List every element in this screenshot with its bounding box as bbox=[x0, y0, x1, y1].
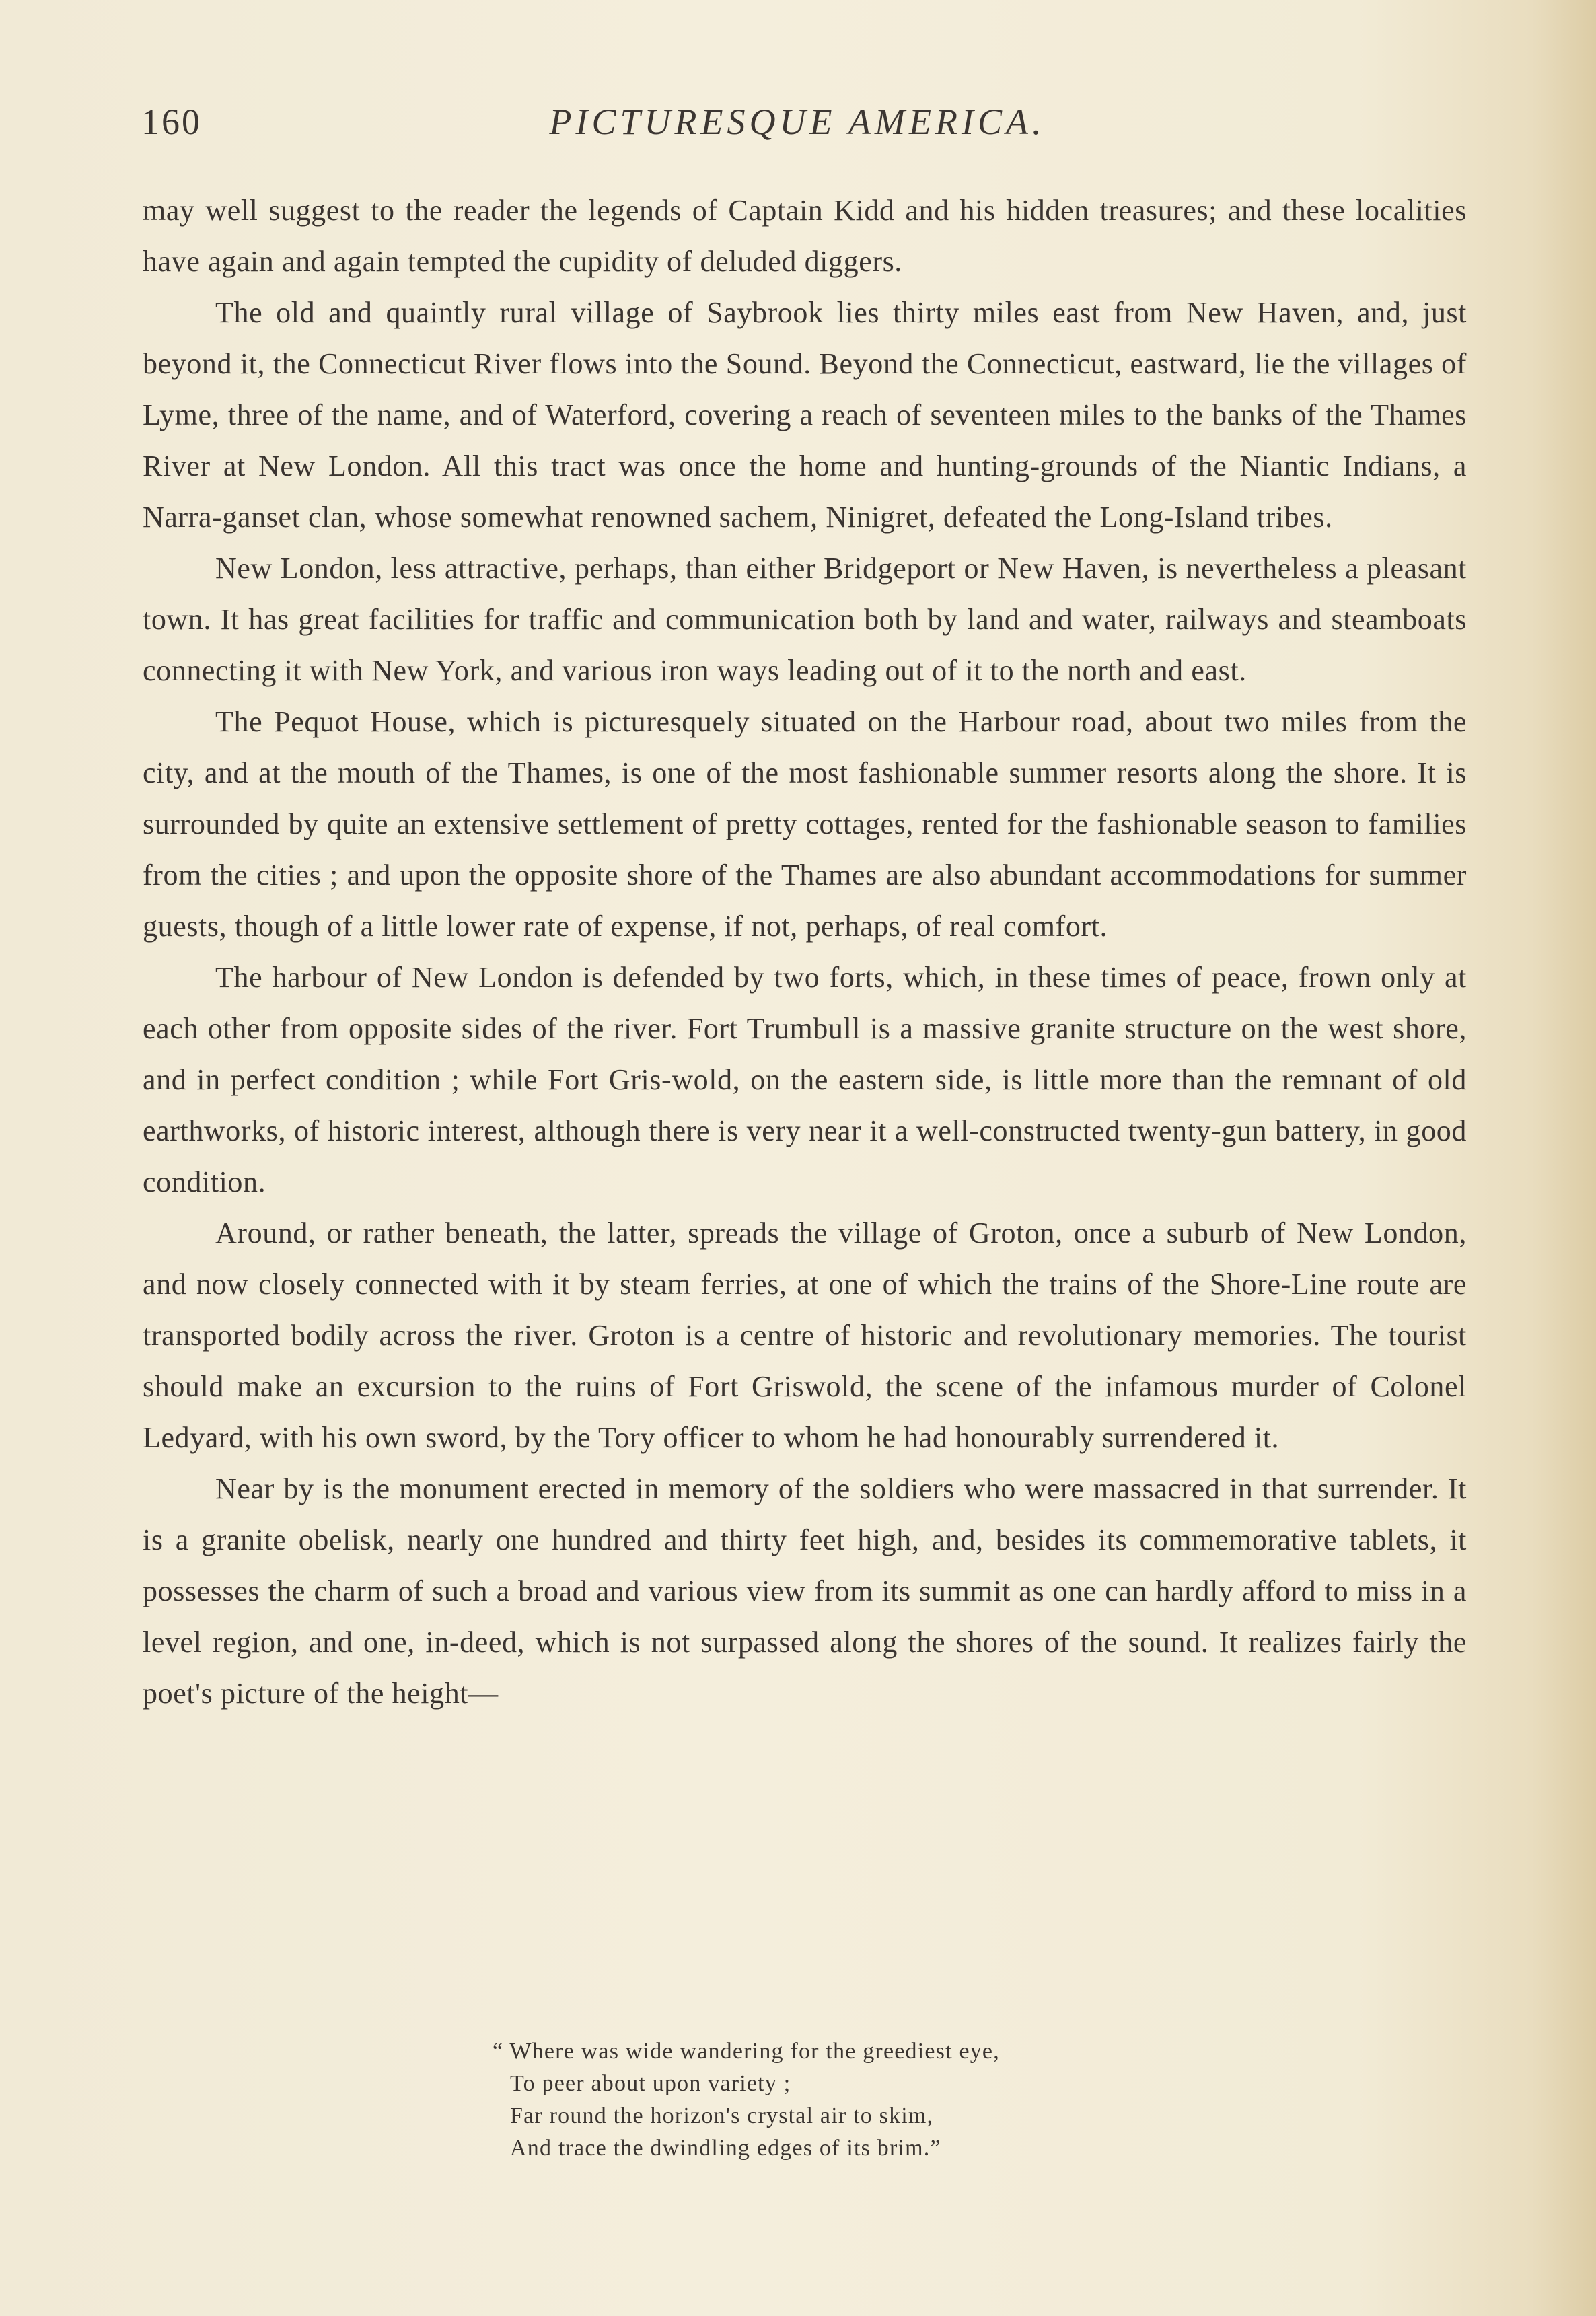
page-header bbox=[141, 101, 1453, 155]
paragraph-new-london: New London, less attractive, perhaps, than either Bridgeport or New Haven, is nevertheless a pleasant town. It has great facilities for traffic and communication both by land and water, railways and steamboats connecting it with New York, and various iron ways leading out of it to the north and east. bbox=[143, 552, 1467, 687]
paragraph-pequot-house: The Pequot House, which is picturesquely situated on the Harbour road, about two miles from the city, and at the mouth of the Thames, is one of the most fashionable summer resorts along the shore. It is surrounded by quite an extensive settlement of pretty cottages, rented for the fashionable season to families from the cities ; and upon the opposite shore of the Thames are also abundant accommodations for summer guests, though of a little lower rate of expense, if not, perhaps, of real comfort. bbox=[143, 705, 1467, 943]
paragraph-monument: Near by is the monument erected in memory of the soldiers who were massacred in that surrender. It is a granite obelisk, nearly one hundred and thirty feet high, and, besides its commemorative tablets, it possesses the charm of such a broad and various view from its summit as one can hardly afford to miss in a level region, and one, in-deed, which is not surpassed along the shores of the sound. It realizes fairly the poet's picture of the height— bbox=[143, 1472, 1467, 1710]
paragraph-harbour-forts: The harbour of New London is defended by two forts, which, in these times of peace, frown only at each other from opposite sides of the river. Fort Trumbull is a massive granite structure on the west shore, and in perfect condition ; while Fort Gris-wold, on the eastern side, is little more than the remnant of old earthworks, of historic interest, although there is very near it a well-constructed twenty-gun battery, in good condition. bbox=[143, 961, 1467, 1198]
paragraph-continuation: may well suggest to the reader the legends of Captain Kidd and his hidden treasures; and these localities have again and again tempted the cupidity of deluded diggers. bbox=[143, 194, 1467, 278]
verse-line: “ Where was wide wandering for the greediest eye, bbox=[493, 2039, 1000, 2064]
body-text bbox=[143, 185, 1467, 1719]
paragraph-saybrook: The old and quaintly rural village of Saybrook lies thirty miles east from New Haven, and, just beyond it, the Connecticut River flows into the Sound. Beyond the Connecticut, eastward, lie the villages of Lyme, three of the name, and of Waterford, covering a reach of seventeen miles to the banks of the Thames River at New London. All this tract was once the home and hunting-grounds of the Niantic Indians, a Narra-ganset clan, whose somewhat renowned sachem, Ninigret, defeated the Long-Island tribes. bbox=[143, 296, 1467, 534]
paragraph-groton: Around, or rather beneath, the latter, spreads the village of Groton, once a suburb of New London, and now closely connected with it by steam ferries, at one of which the trains of the Shore-Line route are transported bodily across the river. Groton is a centre of historic and revolutionary memories. The tourist should make an excursion to the ruins of Fort Griswold, the scene of the infamous murder of Colonel Ledyard, with his own sword, by the Tory officer to whom he had honourably surrendered it. bbox=[143, 1217, 1467, 1454]
running-title: PICTURESQUE AMERICA. bbox=[549, 102, 1046, 142]
page-number: 160 bbox=[141, 102, 202, 142]
verse-line: Far round the horizon's crystal air to skim, bbox=[510, 2103, 934, 2128]
verse-quotation bbox=[493, 2035, 1183, 2165]
verse-line: And trace the dwindling edges of its brim.” bbox=[510, 2136, 941, 2161]
verse-line: To peer about upon variety ; bbox=[510, 2071, 791, 2096]
